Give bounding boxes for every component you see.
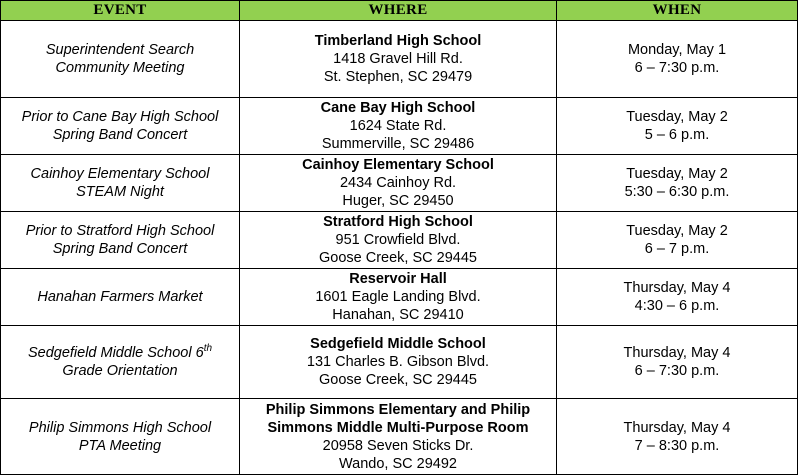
table-row	[1, 98, 798, 155]
event-time: 6 – 7:30 p.m.	[634, 60, 720, 76]
event-name: Prior to Cane Bay High School	[21, 109, 219, 125]
address-line: Goose Creek, SC 29445	[319, 250, 477, 266]
where-cell	[240, 155, 557, 212]
event-date: Thursday, May 4	[623, 419, 731, 436]
address-line: 1418 Gravel Hill Rd.	[333, 51, 463, 67]
event-cell	[1, 98, 240, 155]
address-line: 2434 Cainhoy Rd.	[339, 175, 457, 191]
address-line: 20958 Seven Sticks Dr.	[322, 437, 474, 454]
location-name: Reservoir Hall	[349, 271, 447, 287]
address-line: Summerville, SC 29486	[321, 136, 475, 152]
location-name: Philip Simmons Elementary and Philip	[265, 401, 531, 418]
event-cell	[1, 212, 240, 269]
event-date: Tuesday, May 2	[626, 166, 728, 182]
event-time: 6 – 7 p.m.	[644, 241, 710, 257]
address-line: 1601 Eagle Landing Blvd.	[315, 289, 481, 305]
event-time: 5 – 6 p.m.	[644, 127, 710, 143]
event-name: Philip Simmons High School	[28, 419, 212, 436]
location-name: Sedgefield Middle School	[310, 336, 486, 352]
event-cell	[1, 21, 240, 98]
where-cell	[240, 98, 557, 155]
where-cell	[240, 269, 557, 326]
event-name: Hanahan Farmers Market	[37, 289, 203, 305]
when-cell	[557, 155, 798, 212]
event-date: Thursday, May 4	[623, 280, 731, 296]
event-name: Community Meeting	[55, 60, 185, 76]
header-where: WHERE	[240, 1, 557, 21]
address-line: Wando, SC 29492	[339, 455, 457, 472]
event-time: 5:30 – 6:30 p.m.	[624, 184, 730, 200]
event-name: Superintendent Search	[45, 42, 195, 58]
event-date: Thursday, May 4	[623, 345, 731, 361]
event-time: 4:30 – 6 p.m.	[634, 298, 720, 314]
table-row	[1, 269, 798, 326]
event-name: Prior to Stratford High School	[25, 223, 215, 239]
header-event: EVENT	[1, 1, 240, 21]
where-cell	[240, 326, 557, 399]
event-name: Spring Band Concert	[52, 127, 188, 143]
event-cell	[1, 326, 240, 399]
ordinal-suffix: th	[203, 343, 213, 355]
event-name: Cainhoy Elementary School	[30, 166, 210, 182]
event-cell	[1, 155, 240, 212]
address-line: Hanahan, SC 29410	[332, 307, 464, 323]
event-name: PTA Meeting	[78, 437, 162, 454]
event-date: Monday, May 1	[627, 42, 727, 58]
event-time: 7 – 8:30 p.m.	[634, 437, 720, 454]
location-name: Cane Bay High School	[320, 100, 476, 116]
table-row	[1, 155, 798, 212]
where-cell	[240, 399, 557, 475]
header-row	[1, 1, 798, 21]
where-cell	[240, 212, 557, 269]
event-cell	[1, 399, 240, 475]
location-name: Stratford High School	[323, 214, 473, 230]
address-line: 1624 State Rd.	[349, 118, 447, 134]
address-line: 951 Crowfield Blvd.	[335, 232, 461, 248]
address-line: St. Stephen, SC 29479	[323, 69, 473, 85]
when-cell	[557, 269, 798, 326]
event-cell	[1, 269, 240, 326]
when-cell	[557, 212, 798, 269]
when-cell	[557, 326, 798, 399]
event-date: Tuesday, May 2	[626, 109, 728, 125]
when-cell	[557, 98, 798, 155]
table-row	[1, 21, 798, 98]
location-name: Simmons Middle Multi-Purpose Room	[267, 419, 529, 436]
event-time: 6 – 7:30 p.m.	[634, 363, 720, 379]
event-date: Tuesday, May 2	[626, 223, 728, 239]
location-name: Timberland High School	[314, 33, 482, 49]
header-when: WHEN	[557, 1, 798, 21]
address-line: Goose Creek, SC 29445	[319, 372, 477, 388]
event-name: Spring Band Concert	[52, 241, 188, 257]
event-name	[5, 344, 235, 362]
event-name: Grade Orientation	[62, 363, 178, 379]
when-cell	[557, 21, 798, 98]
table-row	[1, 212, 798, 269]
address-line: 131 Charles B. Gibson Blvd.	[306, 354, 490, 370]
address-line: Huger, SC 29450	[342, 193, 454, 209]
location-name: Cainhoy Elementary School	[302, 157, 494, 173]
where-cell	[240, 21, 557, 98]
table-row	[1, 326, 798, 399]
event-name: STEAM Night	[76, 184, 164, 200]
when-cell	[557, 399, 798, 475]
table-row	[1, 399, 798, 475]
event-name-text: Sedgefield Middle School 6	[27, 345, 204, 361]
